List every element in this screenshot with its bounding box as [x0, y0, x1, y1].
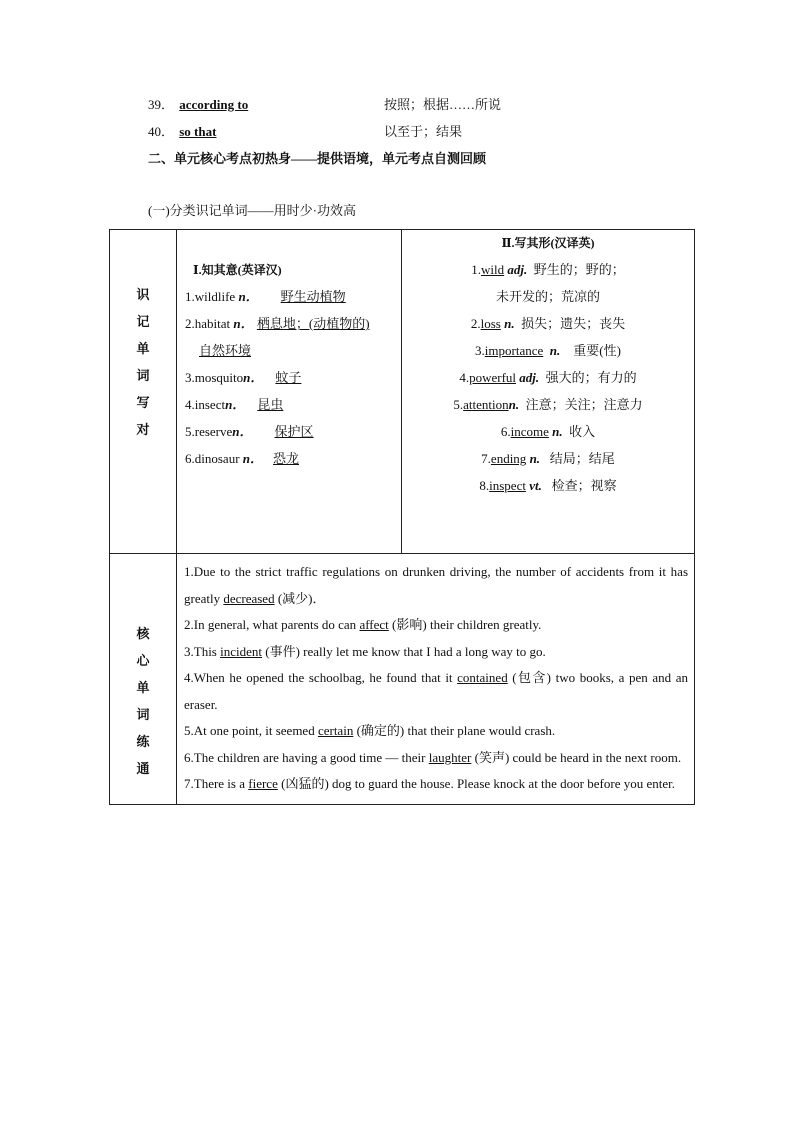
- answer: incident: [220, 643, 263, 659]
- row-label-memorize: [110, 230, 177, 554]
- phrase-number: 39．: [148, 97, 175, 112]
- answer: certain: [317, 723, 354, 738]
- part-one-header: Ⅰ.知其意(英译汉): [193, 263, 282, 277]
- answer: affect: [359, 617, 389, 632]
- list-item: 1.wildlife n． 野生动植物: [185, 283, 401, 310]
- label-char: 词: [136, 368, 150, 383]
- part-two-cell: [402, 230, 695, 554]
- list-item: 5.reserven． 保护区: [185, 418, 401, 445]
- part-two-header: Ⅱ.写其形(汉译英): [501, 236, 595, 250]
- table-row-practice: [110, 554, 695, 805]
- label-char: 对: [136, 422, 150, 437]
- list-item: 6.income n. 收入: [500, 424, 596, 439]
- answer: laughter: [428, 749, 472, 765]
- sentence: 6.The children are having a good time — their laughter (笑声) could be heard in the next room.: [184, 749, 682, 765]
- label-char: 记: [136, 314, 150, 329]
- label-char: 核: [136, 626, 150, 641]
- phrase-line-39: [148, 95, 502, 115]
- phrase-english: according to: [179, 97, 249, 112]
- sentence: 2.In general, what parents do can affect (影响) their children greatly.: [184, 617, 542, 632]
- answer: 蚊子: [275, 370, 302, 385]
- list-item: 6.dinosaur n． 恐龙: [185, 445, 401, 472]
- part-one-cell: [177, 230, 402, 554]
- answer: 野生动植物: [280, 289, 346, 304]
- sentence: 1.Due to the strict traffic regulations on drunken driving, the number of accidents from it has greatly decreased (减少)．: [184, 564, 688, 606]
- answer: 恐龙: [273, 451, 300, 466]
- phrase-number: 40．: [148, 124, 175, 139]
- list-item: [185, 337, 401, 364]
- answer: 保护区: [274, 424, 314, 439]
- practice-sentences: [177, 554, 695, 805]
- answer: 昆虫: [257, 397, 284, 412]
- row-label-practice: [110, 554, 177, 805]
- table-row-memorize: [110, 230, 695, 554]
- label-char: 单: [136, 341, 150, 356]
- answer: contained: [457, 670, 508, 685]
- list-item: 8.inspect vt. 检查；视察: [479, 478, 617, 493]
- phrase-chinese: 按照；根据……所说: [384, 97, 502, 112]
- label-char: 识: [136, 287, 150, 302]
- sub-heading: (一)分类识记单词——用时少·功效高: [148, 203, 356, 218]
- sentence: 4.When he opened the schoolbag, he found that it contained (包含) two books, a pen and an eraser.: [184, 670, 688, 712]
- label-char: 练: [136, 734, 150, 749]
- list-item: 3.importance n. 重要(性): [475, 343, 621, 358]
- sentence: 7.There is a fierce (凶猛的) dog to guard the house. Please knock at the door before you enter.: [184, 776, 675, 791]
- phrase-chinese: 以至于；结果: [384, 124, 463, 139]
- sentence: 3.This incident (事件) really let me know that I had a long way to go.: [184, 643, 546, 659]
- list-item: 3.mosquiton． 蚊子: [185, 364, 401, 391]
- answer: 栖息地；(动植物的): [256, 316, 370, 331]
- answer: 自然环境: [199, 343, 252, 358]
- section-heading: 二、单元核心考点初热身——提供语境，单元考点自测回顾: [148, 151, 487, 166]
- list-item: 4.powerful adj. 强大的；有力的: [459, 370, 637, 385]
- label-char: 写: [136, 395, 150, 410]
- sentence: 5.At one point, it seemed certain (确定的) that their plane would crash.: [184, 723, 556, 738]
- label-char: 词: [136, 707, 150, 722]
- list-item: 2.habitat n． 栖息地；(动植物的): [185, 310, 401, 337]
- list-item: 4.insectn． 昆虫: [185, 391, 401, 418]
- answer: fierce: [248, 776, 278, 791]
- list-item: 未开发的；荒凉的: [495, 289, 600, 304]
- phrase-line-40: [148, 122, 463, 142]
- list-item: 7.ending n. 结局；结尾: [481, 451, 615, 466]
- answer: decreased: [223, 590, 275, 606]
- vocab-table: [109, 229, 695, 805]
- label-char: 通: [136, 761, 150, 776]
- list-item: 1.wild adj. 野生的；野的；: [471, 262, 625, 277]
- label-char: 心: [136, 653, 150, 668]
- list-item: 5.attentionn. 注意；关注；注意力: [453, 397, 643, 412]
- label-char: 单: [136, 680, 150, 695]
- phrase-english: so that: [179, 124, 217, 139]
- list-item: 2.loss n. 损失；遗失；丧失: [470, 316, 626, 331]
